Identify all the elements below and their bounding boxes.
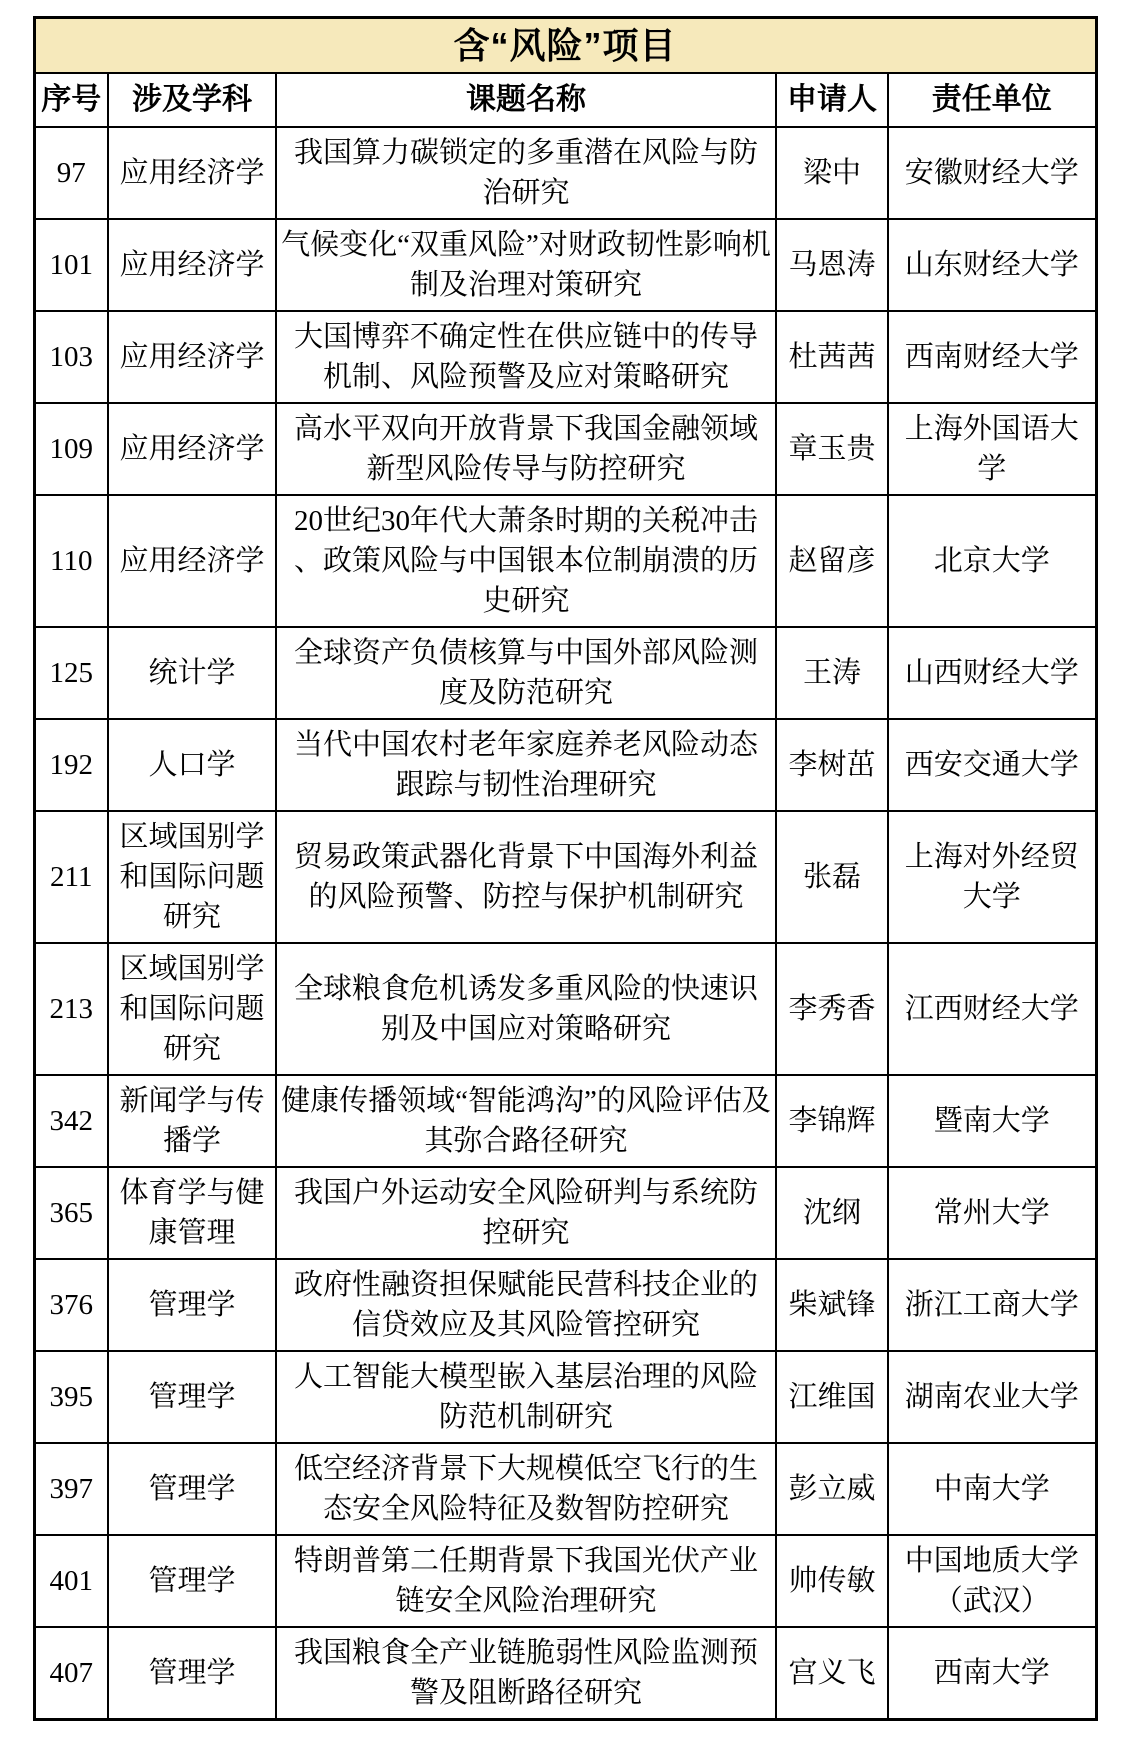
table-row: [34, 1535, 1096, 1627]
applicant-cell: 赵留彦: [776, 495, 888, 627]
project-title-cell: 当代中国农村老年家庭养老风险动态跟踪与韧性治理研究: [276, 719, 776, 811]
project-title-cell: 低空经济背景下大规模低空飞行的生态安全风险特征及数智防控研究: [276, 1443, 776, 1535]
table-row: [34, 811, 1096, 943]
institution-cell: 江西财经大学: [888, 943, 1096, 1075]
risk-projects-table: [33, 16, 1098, 1721]
column-header-applicant: 申请人: [776, 73, 888, 127]
institution-cell: 上海外国语大学: [888, 403, 1096, 495]
column-header-discipline: 涉及学科: [108, 73, 276, 127]
project-title-cell: 我国粮食全产业链脆弱性风险监测预警及阻断路径研究: [276, 1627, 776, 1720]
table-row: [34, 1443, 1096, 1535]
applicant-cell: 帅传敏: [776, 1535, 888, 1627]
table-row: [34, 403, 1096, 495]
row-number-cell: 101: [34, 219, 108, 311]
row-number-cell: 395: [34, 1351, 108, 1443]
institution-cell: 北京大学: [888, 495, 1096, 627]
discipline-cell: 统计学: [108, 627, 276, 719]
table-row: [34, 495, 1096, 627]
project-title-cell: 我国户外运动安全风险研判与系统防控研究: [276, 1167, 776, 1259]
project-title-cell: 高水平双向开放背景下我国金融领域新型风险传导与防控研究: [276, 403, 776, 495]
institution-cell: 浙江工商大学: [888, 1259, 1096, 1351]
institution-cell: 安徽财经大学: [888, 127, 1096, 219]
discipline-cell: 应用经济学: [108, 403, 276, 495]
applicant-cell: 张磊: [776, 811, 888, 943]
project-title-cell: 全球资产负债核算与中国外部风险测度及防范研究: [276, 627, 776, 719]
project-title-cell: 贸易政策武器化背景下中国海外利益的风险预警、防控与保护机制研究: [276, 811, 776, 943]
discipline-cell: 应用经济学: [108, 495, 276, 627]
applicant-cell: 李秀香: [776, 943, 888, 1075]
project-title-cell: 人工智能大模型嵌入基层治理的风险防范机制研究: [276, 1351, 776, 1443]
discipline-cell: 新闻学与传播学: [108, 1075, 276, 1167]
institution-cell: 常州大学: [888, 1167, 1096, 1259]
institution-cell: 湖南农业大学: [888, 1351, 1096, 1443]
table-head: [34, 18, 1096, 127]
applicant-cell: 章玉贵: [776, 403, 888, 495]
column-header-institution: 责任单位: [888, 73, 1096, 127]
discipline-cell: 应用经济学: [108, 311, 276, 403]
table-row: [34, 943, 1096, 1075]
institution-cell: 中国地质大学（武汉）: [888, 1535, 1096, 1627]
discipline-cell: 人口学: [108, 719, 276, 811]
row-number-cell: 365: [34, 1167, 108, 1259]
applicant-cell: 杜茜茜: [776, 311, 888, 403]
row-number-cell: 376: [34, 1259, 108, 1351]
table-row: [34, 1627, 1096, 1720]
title-row: [34, 18, 1096, 74]
discipline-cell: 应用经济学: [108, 219, 276, 311]
discipline-cell: 区域国别学和国际问题研究: [108, 943, 276, 1075]
project-title-cell: 大国博弈不确定性在供应链中的传导机制、风险预警及应对策略研究: [276, 311, 776, 403]
institution-cell: 西南大学: [888, 1627, 1096, 1720]
column-header-project: 课题名称: [276, 73, 776, 127]
row-number-cell: 103: [34, 311, 108, 403]
column-header-no: 序号: [34, 73, 108, 127]
applicant-cell: 宫义飞: [776, 1627, 888, 1720]
applicant-cell: 梁中: [776, 127, 888, 219]
discipline-cell: 管理学: [108, 1443, 276, 1535]
applicant-cell: 彭立威: [776, 1443, 888, 1535]
row-number-cell: 342: [34, 1075, 108, 1167]
discipline-cell: 管理学: [108, 1627, 276, 1720]
table-row: [34, 311, 1096, 403]
row-number-cell: 110: [34, 495, 108, 627]
project-title-cell: 特朗普第二任期背景下我国光伏产业链安全风险治理研究: [276, 1535, 776, 1627]
applicant-cell: 沈纲: [776, 1167, 888, 1259]
institution-cell: 西安交通大学: [888, 719, 1096, 811]
institution-cell: 山西财经大学: [888, 627, 1096, 719]
table-body: [34, 127, 1096, 1720]
table-row: [34, 127, 1096, 219]
row-number-cell: 192: [34, 719, 108, 811]
discipline-cell: 体育学与健康管理: [108, 1167, 276, 1259]
table-row: [34, 627, 1096, 719]
applicant-cell: 柴斌锋: [776, 1259, 888, 1351]
institution-cell: 上海对外经贸大学: [888, 811, 1096, 943]
table-row: [34, 719, 1096, 811]
row-number-cell: 125: [34, 627, 108, 719]
project-title-cell: 健康传播领域“智能鸿沟”的风险评估及其弥合路径研究: [276, 1075, 776, 1167]
discipline-cell: 区域国别学和国际问题研究: [108, 811, 276, 943]
applicant-cell: 江维国: [776, 1351, 888, 1443]
applicant-cell: 王涛: [776, 627, 888, 719]
project-title-cell: 20世纪30年代大萧条时期的关税冲击、政策风险与中国银本位制崩溃的历史研究: [276, 495, 776, 627]
row-number-cell: 109: [34, 403, 108, 495]
table-row: [34, 1167, 1096, 1259]
institution-cell: 山东财经大学: [888, 219, 1096, 311]
row-number-cell: 213: [34, 943, 108, 1075]
applicant-cell: 李树茁: [776, 719, 888, 811]
project-title-cell: 我国算力碳锁定的多重潜在风险与防治研究: [276, 127, 776, 219]
institution-cell: 暨南大学: [888, 1075, 1096, 1167]
project-title-cell: 气候变化“双重风险”对财政韧性影响机制及治理对策研究: [276, 219, 776, 311]
table-row: [34, 1351, 1096, 1443]
table-row: [34, 1259, 1096, 1351]
applicant-cell: 马恩涛: [776, 219, 888, 311]
discipline-cell: 管理学: [108, 1351, 276, 1443]
row-number-cell: 397: [34, 1443, 108, 1535]
institution-cell: 中南大学: [888, 1443, 1096, 1535]
row-number-cell: 407: [34, 1627, 108, 1720]
institution-cell: 西南财经大学: [888, 311, 1096, 403]
project-title-cell: 全球粮食危机诱发多重风险的快速识别及中国应对策略研究: [276, 943, 776, 1075]
project-title-cell: 政府性融资担保赋能民营科技企业的信贷效应及其风险管控研究: [276, 1259, 776, 1351]
discipline-cell: 管理学: [108, 1535, 276, 1627]
discipline-cell: 应用经济学: [108, 127, 276, 219]
discipline-cell: 管理学: [108, 1259, 276, 1351]
applicant-cell: 李锦辉: [776, 1075, 888, 1167]
table-row: [34, 1075, 1096, 1167]
table-row: [34, 219, 1096, 311]
header-row: [34, 73, 1096, 127]
row-number-cell: 401: [34, 1535, 108, 1627]
row-number-cell: 97: [34, 127, 108, 219]
row-number-cell: 211: [34, 811, 108, 943]
table-title: 含“风险”项目: [34, 18, 1096, 74]
